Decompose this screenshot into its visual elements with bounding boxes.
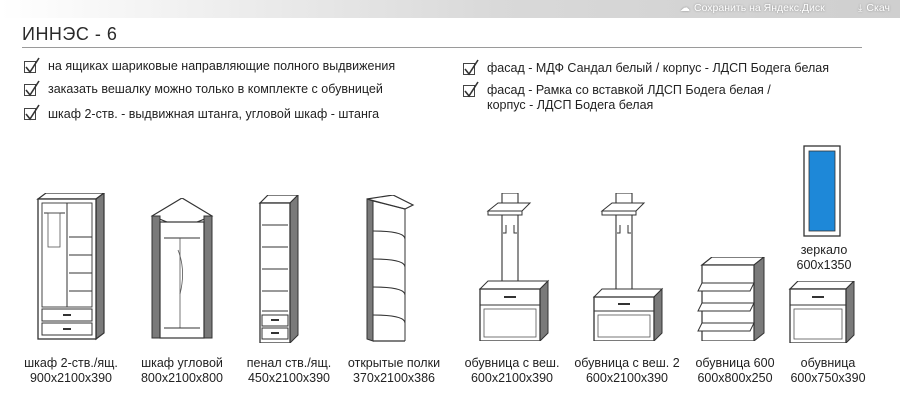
item-size: 600x2100x390 xyxy=(470,371,554,385)
item-name: зеркало xyxy=(800,243,848,257)
feature-right-1: фасад - МДФ Сандал белый / корпус - ЛДСП Бодега белая xyxy=(487,61,829,75)
item-name: шкаф угловой xyxy=(141,356,223,370)
shoe-cabinet-hanger-icon xyxy=(478,193,550,341)
feature-left-2: заказать вешалку можно только в комплекте с обувницей xyxy=(48,82,383,96)
feature-left-3: шкаф 2-ств. - выдвижная штанга, угловой шкаф - штанга xyxy=(48,107,380,121)
download-label: Скач xyxy=(866,2,890,14)
mirror-icon xyxy=(803,145,843,239)
item-caption-pencil-case xyxy=(232,356,346,386)
corner-wardrobe-icon xyxy=(150,198,214,342)
feature-left-1: на ящиках шариковые направляющие полного выдвижения xyxy=(48,59,396,73)
item-size: 800x2100x800 xyxy=(140,371,224,385)
item-name: обувница с веш. xyxy=(464,356,560,370)
item-size: 370x2100x386 xyxy=(352,371,436,385)
feature-right-2a: фасад - Рамка со вставкой ЛДСП Бодега белая / xyxy=(487,83,771,97)
item-size: 450x2100x390 xyxy=(247,371,331,385)
item-caption-shoe-cabinet-hanger xyxy=(454,356,570,386)
open-shelves-icon xyxy=(365,195,415,343)
checkmark-icon xyxy=(24,61,36,73)
item-name: шкаф 2-ств./ящ. xyxy=(24,356,118,370)
item-caption-open-shelves xyxy=(336,356,452,386)
download-icon: ⤓ xyxy=(858,3,863,14)
title-divider xyxy=(22,47,862,48)
item-caption-wardrobe xyxy=(12,356,130,386)
item-caption-corner-wardrobe xyxy=(124,356,240,386)
checkmark-icon xyxy=(24,84,36,96)
item-size: 900x2100x390 xyxy=(29,371,113,385)
feature-right-2b: корпус - ЛДСП Бодега белая xyxy=(487,98,654,112)
item-name: обувница xyxy=(800,356,856,370)
item-size: 600x1350 xyxy=(796,258,852,272)
item-size: 600x750x390 xyxy=(790,371,866,385)
page-title: ИННЭС - 6 xyxy=(22,24,118,44)
checkmark-icon xyxy=(24,108,36,120)
item-name: обувница 600 xyxy=(695,356,775,370)
shoe-cabinet-icon xyxy=(788,281,856,343)
shoe-cabinet-hanger-2-icon xyxy=(592,193,664,341)
item-caption-shoe-cabinet-hanger-2 xyxy=(568,356,686,386)
save-to-disk-button[interactable] xyxy=(680,2,825,14)
item-caption-mirror xyxy=(782,243,866,273)
item-caption-shoe-cabinet xyxy=(780,356,876,386)
yandex-toolbar xyxy=(0,0,900,18)
item-name: обувница с веш. 2 xyxy=(574,356,680,370)
item-name: открытые полки xyxy=(347,356,441,370)
item-size: 600x800x250 xyxy=(697,371,773,385)
item-size: 600x2100x390 xyxy=(585,371,669,385)
item-caption-shoe-rack xyxy=(686,356,784,386)
item-name: пенал ств./ящ. xyxy=(246,356,332,370)
download-button[interactable] xyxy=(858,2,890,14)
save-to-disk-label: Сохранить на Яндекс.Диск xyxy=(694,2,825,14)
checkmark-icon xyxy=(463,85,475,97)
checkmark-icon xyxy=(463,63,475,75)
cloud-save-icon: ☁ xyxy=(680,3,690,14)
wardrobe-2-door-icon xyxy=(34,193,106,341)
shoe-rack-icon xyxy=(694,257,766,341)
pencil-case-cabinet-icon xyxy=(258,195,300,343)
